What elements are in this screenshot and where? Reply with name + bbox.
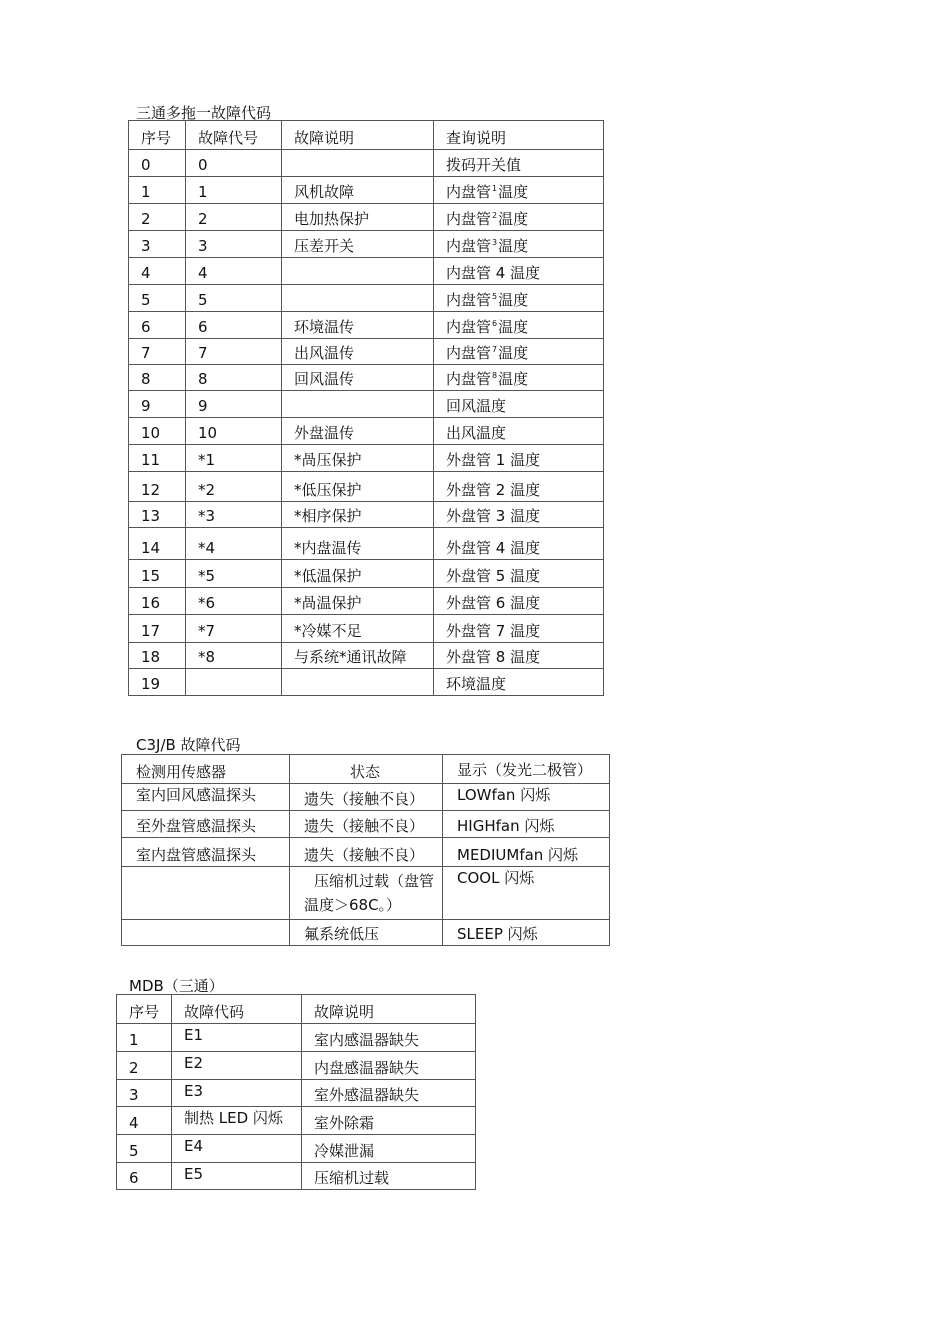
row-desc-cell — [282, 391, 434, 418]
state-cell: 遗失（接触不良） — [290, 838, 443, 867]
display-cell: MEDIUMfan 闪烁 — [443, 838, 610, 867]
row-code-cell: 制热 LED 闪烁 — [172, 1107, 302, 1135]
row-query-cell: 外盘管 4 温度 — [434, 528, 604, 560]
table-header-row — [122, 755, 610, 784]
table-header-row — [117, 995, 476, 1024]
row-code-cell: 10 — [186, 418, 282, 445]
row-desc-cell: 室外除霜 — [302, 1107, 476, 1135]
row-query-cell — [434, 312, 604, 339]
row-query-cell — [434, 339, 604, 365]
row-no-cell: 1 — [117, 1024, 172, 1052]
header-state: 状态 — [290, 755, 443, 784]
row-desc-cell — [282, 669, 434, 696]
row-no-cell: 13 — [129, 502, 186, 528]
state-cell: 遗失（接触不良） — [290, 784, 443, 811]
query-superscript: 6 — [492, 319, 498, 328]
table-row — [122, 784, 610, 811]
row-no-cell: 3 — [117, 1080, 172, 1107]
table-row — [129, 588, 604, 615]
row-desc-cell — [282, 150, 434, 177]
query-prefix: 内盘管 — [446, 237, 492, 255]
table-row — [129, 615, 604, 643]
table-row — [129, 669, 604, 696]
row-query-cell: 外盘管 2 温度 — [434, 472, 604, 502]
row-desc-cell: 压缩机过载 — [302, 1163, 476, 1190]
row-code-cell: 1 — [186, 177, 282, 204]
table-row — [129, 339, 604, 365]
query-superscript: 3 — [492, 238, 498, 247]
state-cell: 遗失（接触不良） — [290, 811, 443, 838]
table-row — [129, 285, 604, 312]
sensor-cell: 室内回风感温探头 — [122, 784, 290, 811]
table-row — [129, 445, 604, 472]
row-desc-cell: *冷媒不足 — [282, 615, 434, 643]
header-display: 显示（发光二极管） — [443, 755, 610, 784]
table-row — [129, 204, 604, 231]
row-desc-cell: *咼温保护 — [282, 588, 434, 615]
header-query: 查询说明 — [434, 121, 604, 150]
row-code-cell: *3 — [186, 502, 282, 528]
query-prefix: 内盘管 — [446, 344, 492, 362]
table-row — [129, 177, 604, 204]
table-header-row — [129, 121, 604, 150]
row-code-cell: *7 — [186, 615, 282, 643]
query-prefix: 内盘管 — [446, 183, 492, 201]
table-row — [129, 418, 604, 445]
row-query-cell: 内盘管 4 温度 — [434, 258, 604, 285]
header-desc: 故障说明 — [302, 995, 476, 1024]
row-code-cell: E1 — [172, 1024, 302, 1052]
table-row — [129, 365, 604, 391]
row-no-cell: 16 — [129, 588, 186, 615]
table-row — [117, 1080, 476, 1107]
row-desc-cell: 回风温传 — [282, 365, 434, 391]
row-code-cell: *2 — [186, 472, 282, 502]
query-superscript: 8 — [492, 371, 498, 380]
row-code-cell: *5 — [186, 560, 282, 588]
display-cell: LOWfan 闪烁 — [443, 784, 610, 811]
row-no-cell: 2 — [117, 1052, 172, 1080]
row-no-cell: 5 — [129, 285, 186, 312]
table-row — [122, 867, 610, 920]
header-sensor: 检测用传感器 — [122, 755, 290, 784]
sensor-cell — [122, 867, 290, 920]
row-code-cell: *1 — [186, 445, 282, 472]
row-code-cell: 7 — [186, 339, 282, 365]
row-desc-cell: 电加热保护 — [282, 204, 434, 231]
header-no: 序号 — [117, 995, 172, 1024]
header-desc: 故障说明 — [282, 121, 434, 150]
table-row — [129, 258, 604, 285]
c3jb-table-title: C3J/B 故障代码 — [136, 736, 241, 754]
table-row — [117, 1024, 476, 1052]
row-no-cell: 19 — [129, 669, 186, 696]
row-query-cell: 外盘管 7 温度 — [434, 615, 604, 643]
table-row — [129, 312, 604, 339]
query-superscript: 5 — [492, 292, 498, 301]
row-desc-cell — [282, 285, 434, 312]
row-code-cell: E2 — [172, 1052, 302, 1080]
table-row — [129, 560, 604, 588]
query-superscript: 2 — [492, 211, 498, 220]
row-no-cell: 1 — [129, 177, 186, 204]
query-prefix: 内盘管 — [446, 370, 492, 388]
row-query-cell: 出风温度 — [434, 418, 604, 445]
table-row — [117, 1135, 476, 1163]
row-desc-cell: *咼压保护 — [282, 445, 434, 472]
row-code-cell: *6 — [186, 588, 282, 615]
table-row — [129, 502, 604, 528]
row-code-cell: E3 — [172, 1080, 302, 1107]
display-cell: SLEEP 闪烁 — [443, 920, 610, 946]
table-row — [122, 811, 610, 838]
query-suffix: 温度 — [498, 291, 529, 309]
fault-code-table — [128, 120, 604, 696]
query-superscript: 1 — [492, 184, 498, 193]
row-no-cell: 11 — [129, 445, 186, 472]
row-code-cell: E5 — [172, 1163, 302, 1190]
row-no-cell: 9 — [129, 391, 186, 418]
row-desc-cell: 出风温传 — [282, 339, 434, 365]
query-suffix: 温度 — [498, 237, 529, 255]
row-code-cell: 2 — [186, 204, 282, 231]
row-code-cell: 9 — [186, 391, 282, 418]
row-no-cell: 3 — [129, 231, 186, 258]
row-query-cell — [434, 204, 604, 231]
row-no-cell: 17 — [129, 615, 186, 643]
row-query-cell — [434, 177, 604, 204]
row-no-cell: 10 — [129, 418, 186, 445]
row-query-cell: 外盘管 5 温度 — [434, 560, 604, 588]
row-desc-cell: 室内感温器缺失 — [302, 1024, 476, 1052]
table-row — [129, 472, 604, 502]
query-prefix: 内盘管 — [446, 210, 492, 228]
row-no-cell: 7 — [129, 339, 186, 365]
row-no-cell: 0 — [129, 150, 186, 177]
display-cell: HIGHfan 闪烁 — [443, 811, 610, 838]
row-query-cell — [434, 231, 604, 258]
table-row — [129, 391, 604, 418]
row-desc-cell: *低压保护 — [282, 472, 434, 502]
row-no-cell: 6 — [117, 1163, 172, 1190]
sensor-cell — [122, 920, 290, 946]
row-query-cell: 外盘管 8 温度 — [434, 643, 604, 669]
row-code-cell: 6 — [186, 312, 282, 339]
row-desc-cell: 外盘温传 — [282, 418, 434, 445]
row-no-cell: 2 — [129, 204, 186, 231]
row-no-cell: 14 — [129, 528, 186, 560]
row-no-cell: 6 — [129, 312, 186, 339]
row-no-cell: 4 — [129, 258, 186, 285]
table-row — [129, 231, 604, 258]
row-desc-cell: *相序保护 — [282, 502, 434, 528]
query-suffix: 温度 — [498, 344, 529, 362]
row-desc-cell — [282, 258, 434, 285]
mdb-fault-table — [116, 994, 476, 1190]
row-desc-cell: 环境温传 — [282, 312, 434, 339]
row-no-cell: 8 — [129, 365, 186, 391]
row-code-cell: 5 — [186, 285, 282, 312]
row-desc-cell: *内盘温传 — [282, 528, 434, 560]
row-code-cell: E4 — [172, 1135, 302, 1163]
row-code-cell: *8 — [186, 643, 282, 669]
row-query-cell: 环境温度 — [434, 669, 604, 696]
header-code: 故障代号 — [186, 121, 282, 150]
table-row — [117, 1052, 476, 1080]
row-query-cell: 外盘管 6 温度 — [434, 588, 604, 615]
table-row — [129, 643, 604, 669]
sensor-cell: 室内盘管感温探头 — [122, 838, 290, 867]
row-code-cell: *4 — [186, 528, 282, 560]
query-prefix: 内盘管 — [446, 291, 492, 309]
table-row — [129, 150, 604, 177]
mdb-table-title: MDB（三通） — [129, 977, 224, 995]
table-row — [129, 528, 604, 560]
row-query-cell: 拨码开关值 — [434, 150, 604, 177]
state-cell: 压缩机过载（盘管温度＞68C。） — [290, 867, 443, 920]
row-query-cell — [434, 285, 604, 312]
state-cell: 氟系统低压 — [290, 920, 443, 946]
query-suffix: 温度 — [498, 370, 529, 388]
table-row — [117, 1107, 476, 1135]
query-suffix: 温度 — [498, 183, 529, 201]
row-no-cell: 4 — [117, 1107, 172, 1135]
row-desc-cell: 冷媒泄漏 — [302, 1135, 476, 1163]
row-no-cell: 18 — [129, 643, 186, 669]
row-no-cell: 12 — [129, 472, 186, 502]
row-code-cell: 8 — [186, 365, 282, 391]
row-query-cell: 外盘管 3 温度 — [434, 502, 604, 528]
c3jb-fault-table — [121, 754, 610, 946]
table-row — [122, 838, 610, 867]
row-desc-cell: 与系统*通讯故障 — [282, 643, 434, 669]
row-query-cell: 外盘管 1 温度 — [434, 445, 604, 472]
row-query-cell — [434, 365, 604, 391]
header-no: 序号 — [129, 121, 186, 150]
row-code-cell — [186, 669, 282, 696]
table-row — [117, 1163, 476, 1190]
query-superscript: 7 — [492, 345, 498, 354]
row-no-cell: 15 — [129, 560, 186, 588]
row-code-cell: 4 — [186, 258, 282, 285]
header-code: 故障代码 — [172, 995, 302, 1024]
query-prefix: 内盘管 — [446, 318, 492, 336]
row-desc-cell: *低温保护 — [282, 560, 434, 588]
row-desc-cell: 室外感温器缺失 — [302, 1080, 476, 1107]
row-code-cell: 3 — [186, 231, 282, 258]
row-desc-cell: 风机故障 — [282, 177, 434, 204]
sensor-cell: 至外盘管感温探头 — [122, 811, 290, 838]
table-row — [122, 920, 610, 946]
display-cell: COOL 闪烁 — [443, 867, 610, 920]
row-code-cell: 0 — [186, 150, 282, 177]
row-no-cell: 5 — [117, 1135, 172, 1163]
row-desc-cell: 压差开关 — [282, 231, 434, 258]
fault-table-title: 三通多拖一故障代码 — [136, 104, 272, 122]
row-query-cell: 回风温度 — [434, 391, 604, 418]
query-suffix: 温度 — [498, 318, 529, 336]
row-desc-cell: 内盘感温器缺失 — [302, 1052, 476, 1080]
query-suffix: 温度 — [498, 210, 529, 228]
